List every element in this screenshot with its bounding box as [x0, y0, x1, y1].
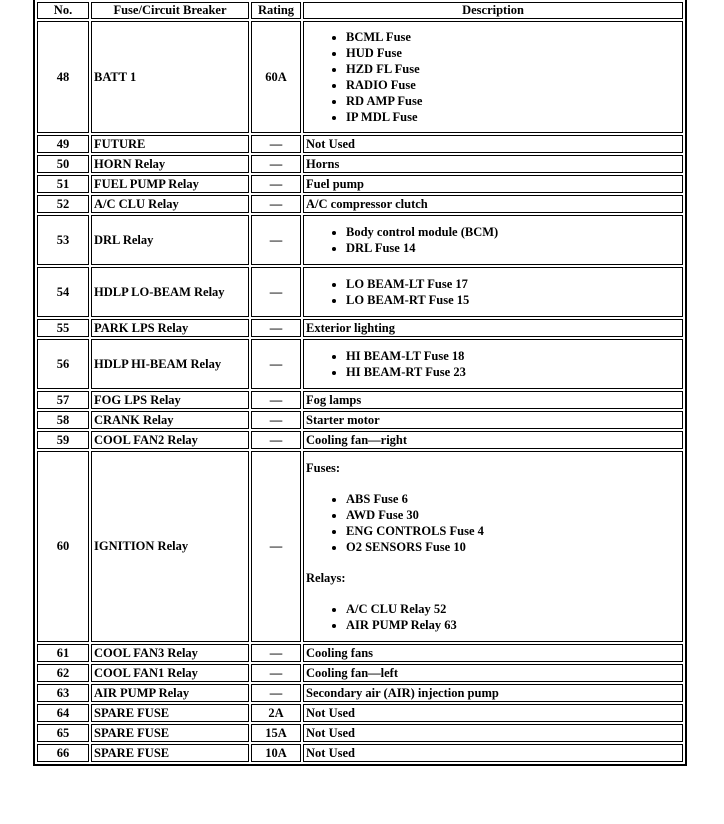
fuse-number: 53: [37, 215, 89, 265]
description-item: • O2 SENSORS Fuse 10: [346, 539, 680, 555]
fuse-description: Not Used: [303, 704, 683, 722]
description-list: [306, 276, 680, 308]
fuse-rating: —: [251, 411, 301, 429]
table-row: [37, 411, 683, 429]
fuse-name: SPARE FUSE: [91, 744, 249, 762]
fuse-name: COOL FAN3 Relay: [91, 644, 249, 662]
table-row: [37, 339, 683, 389]
fuse-rating: —: [251, 195, 301, 213]
table-row: [37, 135, 683, 153]
fuse-rating: —: [251, 155, 301, 173]
description-item: • BCML Fuse: [346, 29, 680, 45]
description-list: [306, 224, 680, 256]
fuse-rating: —: [251, 215, 301, 265]
fuse-number: 58: [37, 411, 89, 429]
table-row: [37, 724, 683, 742]
description-item: • HI BEAM-RT Fuse 23: [346, 364, 680, 380]
fuse-rating: —: [251, 319, 301, 337]
table-row: [37, 744, 683, 762]
fuse-rating: —: [251, 684, 301, 702]
description-list: [306, 348, 680, 380]
table-row: [37, 451, 683, 642]
table-row: [37, 391, 683, 409]
fuse-name: IGNITION Relay: [91, 451, 249, 642]
table-row: [37, 267, 683, 317]
fuse-name: HDLP LO-BEAM Relay: [91, 267, 249, 317]
fuse-number: 51: [37, 175, 89, 193]
fuse-description: Cooling fan—left: [303, 664, 683, 682]
fuse-rating: —: [251, 451, 301, 642]
fuse-description: [303, 21, 683, 133]
fuse-name: FOG LPS Relay: [91, 391, 249, 409]
fuse-number: 62: [37, 664, 89, 682]
table-row: [37, 704, 683, 722]
description-list: [306, 491, 680, 555]
fuse-name: FUTURE: [91, 135, 249, 153]
fuse-description: Not Used: [303, 724, 683, 742]
description-item: • HZD FL Fuse: [346, 61, 680, 77]
table-row: [37, 664, 683, 682]
description-list: [306, 29, 680, 125]
fuse-rating: —: [251, 339, 301, 389]
fuse-rating: —: [251, 664, 301, 682]
fuse-rating: —: [251, 391, 301, 409]
fuse-description: A/C compressor clutch: [303, 195, 683, 213]
fuse-description: Fuel pump: [303, 175, 683, 193]
fuse-rating: —: [251, 135, 301, 153]
description-item: • A/C CLU Relay 52: [346, 601, 680, 617]
fuse-number: 64: [37, 704, 89, 722]
fuse-rating: —: [251, 175, 301, 193]
description-item: • LO BEAM-LT Fuse 17: [346, 276, 680, 292]
fuse-description: Cooling fan—right: [303, 431, 683, 449]
fuse-name: COOL FAN2 Relay: [91, 431, 249, 449]
fuse-name: BATT 1: [91, 21, 249, 133]
description-item: • RADIO Fuse: [346, 77, 680, 93]
table-row: [37, 215, 683, 265]
fuse-name: SPARE FUSE: [91, 704, 249, 722]
fuse-number: 66: [37, 744, 89, 762]
fuse-rating: 10A: [251, 744, 301, 762]
description-item: • ABS Fuse 6: [346, 491, 680, 507]
header-no: No.: [37, 2, 89, 19]
fuse-description: [303, 339, 683, 389]
fuse-rating: 15A: [251, 724, 301, 742]
fuse-number: 60: [37, 451, 89, 642]
fuse-name: CRANK Relay: [91, 411, 249, 429]
description-list: [306, 601, 680, 633]
fuse-number: 59: [37, 431, 89, 449]
fuse-number: 61: [37, 644, 89, 662]
table-row: [37, 155, 683, 173]
fuse-rating: —: [251, 267, 301, 317]
table-row: [37, 431, 683, 449]
fuse-number: 50: [37, 155, 89, 173]
table-row: [37, 644, 683, 662]
fuse-name: COOL FAN1 Relay: [91, 664, 249, 682]
fuse-number: 65: [37, 724, 89, 742]
fuse-rating: —: [251, 431, 301, 449]
fuse-name: AIR PUMP Relay: [91, 684, 249, 702]
fuse-description: Not Used: [303, 744, 683, 762]
fuse-description: [303, 215, 683, 265]
fuse-description: Fog lamps: [303, 391, 683, 409]
description-item: • AIR PUMP Relay 63: [346, 617, 680, 633]
fuse-description: [303, 267, 683, 317]
fuse-name: A/C CLU Relay: [91, 195, 249, 213]
fuse-number: 48: [37, 21, 89, 133]
table-row: [37, 21, 683, 133]
fuse-rating: 60A: [251, 21, 301, 133]
description-heading: Relays:: [306, 571, 346, 585]
description-item: • HI BEAM-LT Fuse 18: [346, 348, 680, 364]
fuse-name: HORN Relay: [91, 155, 249, 173]
header-description: Description: [303, 2, 683, 19]
fuse-name: DRL Relay: [91, 215, 249, 265]
description-item: • RD AMP Fuse: [346, 93, 680, 109]
table-row: [37, 175, 683, 193]
fuse-description: Secondary air (AIR) injection pump: [303, 684, 683, 702]
description-item: • DRL Fuse 14: [346, 240, 680, 256]
fuse-description: Exterior lighting: [303, 319, 683, 337]
fuse-number: 57: [37, 391, 89, 409]
table-row: [37, 195, 683, 213]
header-rating: Rating: [251, 2, 301, 19]
fuse-name: HDLP HI-BEAM Relay: [91, 339, 249, 389]
description-item: • Body control module (BCM): [346, 224, 680, 240]
fuse-rating: —: [251, 644, 301, 662]
description-item: • IP MDL Fuse: [346, 109, 680, 125]
description-item: • LO BEAM-RT Fuse 15: [346, 292, 680, 308]
table-row: [37, 319, 683, 337]
header-fuse: Fuse/Circuit Breaker: [91, 2, 249, 19]
fuse-rating: 2A: [251, 704, 301, 722]
header-row: [37, 2, 683, 19]
description-item: • ENG CONTROLS Fuse 4: [346, 523, 680, 539]
fuse-description: Not Used: [303, 135, 683, 153]
fuse-number: 63: [37, 684, 89, 702]
table-body: [37, 21, 683, 762]
fuse-description: Starter motor: [303, 411, 683, 429]
description-heading: Fuses:: [306, 461, 341, 475]
fuse-name: PARK LPS Relay: [91, 319, 249, 337]
fuse-description: [303, 451, 683, 642]
fuse-name: SPARE FUSE: [91, 724, 249, 742]
fuse-number: 52: [37, 195, 89, 213]
description-item: • HUD Fuse: [346, 45, 680, 61]
fuse-number: 49: [37, 135, 89, 153]
fuse-table: [33, 0, 687, 766]
fuse-name: FUEL PUMP Relay: [91, 175, 249, 193]
description-item: • AWD Fuse 30: [346, 507, 680, 523]
fuse-number: 54: [37, 267, 89, 317]
fuse-number: 55: [37, 319, 89, 337]
fuse-description: Cooling fans: [303, 644, 683, 662]
fuse-number: 56: [37, 339, 89, 389]
table-row: [37, 684, 683, 702]
fuse-description: Horns: [303, 155, 683, 173]
